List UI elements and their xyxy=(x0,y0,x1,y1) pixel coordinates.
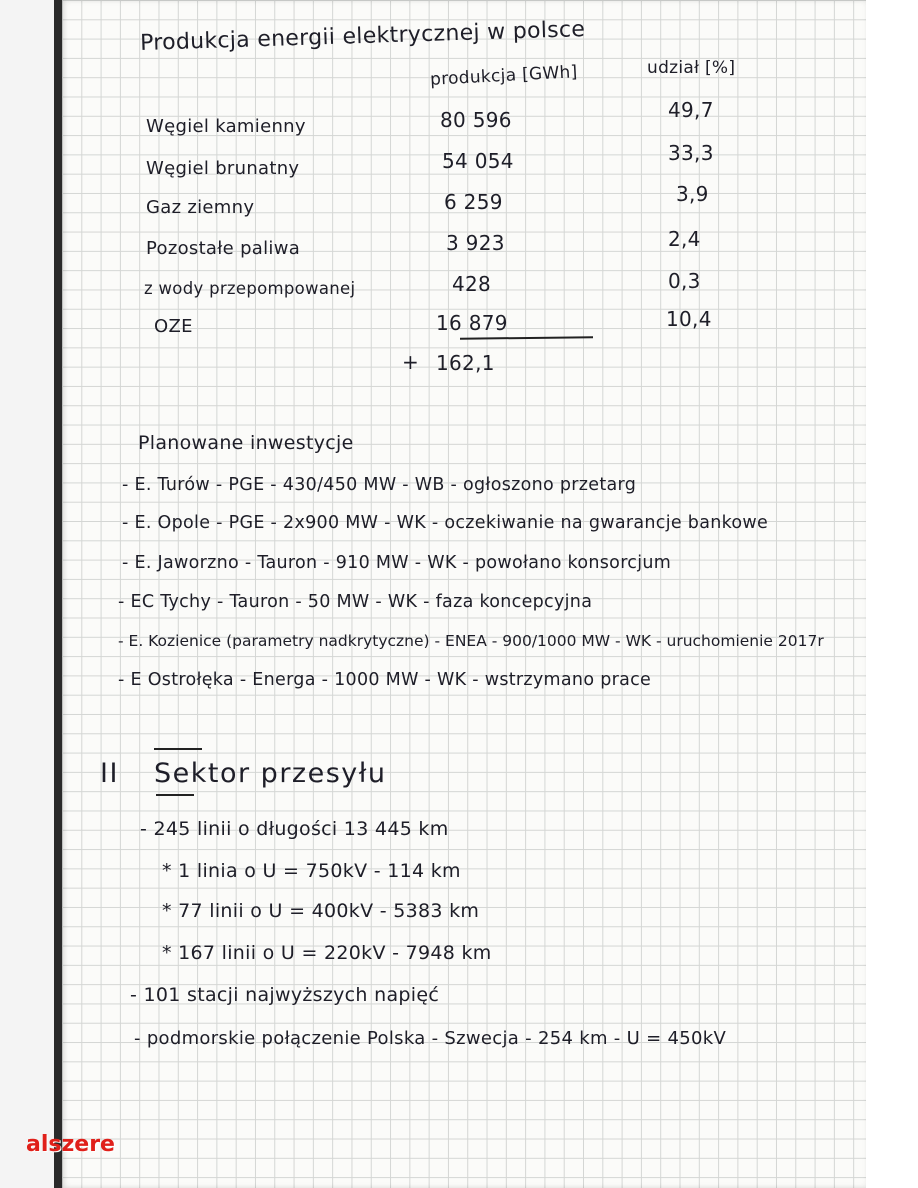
share-column-header: udział [%] xyxy=(647,58,736,78)
transmission-lines-total: - 245 linii o długości 13 445 km xyxy=(140,818,449,840)
transmission-stations: - 101 stacji najwyższych napięć xyxy=(130,984,440,1006)
total-value: 162,1 xyxy=(436,351,495,375)
section-numeral-overline xyxy=(154,748,202,750)
row-production-lignite: 54 054 xyxy=(442,149,514,173)
row-label-pumped-storage: z wody przepompowanej xyxy=(144,279,356,298)
investment-item-kozienice: - E. Kozienice (parametry nadkrytyczne) - ENEA - 900/1000 MW - WK - uruchomienie 2017r xyxy=(118,632,824,650)
row-share-gas: 3,9 xyxy=(676,182,709,206)
investment-item-opole: - E. Opole - PGE - 2x900 MW - WK - oczekiwanie na gwarancje bankowe xyxy=(122,513,769,533)
row-label-gas: Gaz ziemny xyxy=(146,197,255,218)
row-production-coal: 80 596 xyxy=(440,108,512,132)
notebook-page xyxy=(62,0,866,1188)
sum-line xyxy=(460,336,593,339)
transmission-line-750kv: * 1 linia o U = 750kV - 114 km xyxy=(162,860,461,882)
production-column-header: produkcja [GWh] xyxy=(429,62,579,90)
row-share-pumped-storage: 0,3 xyxy=(668,269,701,293)
section-numeral: II xyxy=(100,758,119,789)
investment-item-turow: - E. Turów - PGE - 430/450 MW - WB - ogłoszono przetarg xyxy=(122,475,637,495)
row-share-lignite: 33,3 xyxy=(668,141,714,165)
row-production-other-fuels: 3 923 xyxy=(446,231,505,255)
row-production-renewables: 16 879 xyxy=(436,311,508,335)
page-background-right xyxy=(866,0,918,1188)
transmission-subsea-link: - podmorskie połączenie Polska - Szwecja - 254 km - U = 450kV xyxy=(134,1028,727,1049)
row-share-coal: 49,7 xyxy=(668,98,714,122)
row-label-other-fuels: Pozostałe paliwa xyxy=(146,238,301,259)
notebook-binding-edge xyxy=(54,0,62,1188)
investment-item-ostroleka: - E Ostrołęka - Energa - 1000 MW - WK - wstrzymano prace xyxy=(118,670,652,690)
section-numeral-underline xyxy=(156,794,194,796)
row-share-renewables: 10,4 xyxy=(666,307,712,331)
transmission-heading: Sektor przesyłu xyxy=(154,758,387,789)
row-share-other-fuels: 2,4 xyxy=(668,227,701,251)
row-production-gas: 6 259 xyxy=(444,190,503,214)
transmission-line-220kv: * 167 linii o U = 220kV - 7948 km xyxy=(162,942,492,964)
row-label-lignite: Węgiel brunatny xyxy=(146,158,300,179)
investments-heading: Planowane inwestycje xyxy=(138,432,354,454)
energy-title: Produkcja energii elektrycznej w polsce xyxy=(139,17,586,56)
row-label-coal: Węgiel kamienny xyxy=(146,116,306,137)
row-label-renewables: OZE xyxy=(154,316,193,337)
row-production-pumped-storage: 428 xyxy=(452,272,492,296)
investment-item-tychy: - EC Tychy - Tauron - 50 MW - WK - faza koncepcyjna xyxy=(118,592,593,612)
page-background-left xyxy=(0,0,54,1188)
investment-item-jaworzno: - E. Jaworzno - Tauron - 910 MW - WK - powołano konsorcjum xyxy=(122,553,672,573)
watermark-logo: alszere xyxy=(26,1132,115,1157)
total-symbol: + xyxy=(402,350,420,374)
transmission-line-400kv: * 77 linii o U = 400kV - 5383 km xyxy=(162,900,480,922)
